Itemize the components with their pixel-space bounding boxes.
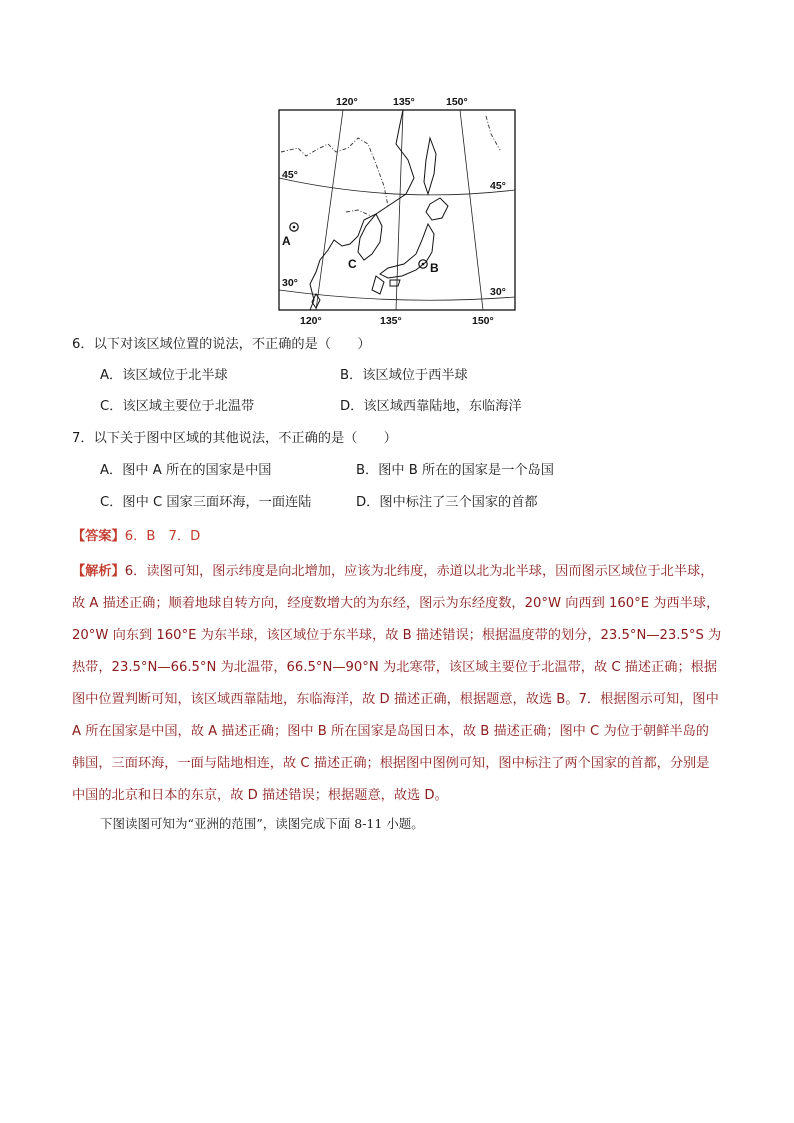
q7-option-a[interactable]: A．图中 A 所在的国家是中国	[100, 463, 272, 478]
answer-line	[72, 525, 200, 544]
answer-text: 6．B 7．D	[124, 529, 201, 544]
top-label-120: 120°	[336, 96, 358, 108]
q6-option-d[interactable]: D．该区域西靠陆地，东临海洋	[340, 399, 522, 414]
q6-option-b[interactable]: B．该区域位于西半球	[340, 368, 468, 383]
q7-option-d[interactable]: D．图中标注了三个国家的首都	[356, 495, 538, 510]
point-label-a: A	[282, 234, 291, 248]
capital-dot-b	[422, 263, 425, 266]
capital-dot-a	[293, 226, 296, 229]
q7-option-b[interactable]: B．图中 B 所在的国家是一个岛国	[356, 463, 554, 478]
bottom-label-120: 120°	[300, 315, 322, 326]
q6-option-a[interactable]: A．该区域位于北半球	[100, 368, 228, 383]
analysis-block	[72, 556, 722, 812]
east-asia-map	[276, 94, 518, 326]
analysis-tag: 【解析】	[72, 564, 125, 579]
point-label-c: C	[348, 257, 357, 271]
left-lat-30: 30°	[282, 277, 298, 289]
left-lat-45: 45°	[282, 169, 298, 181]
bottom-label-150: 150°	[472, 315, 494, 326]
right-lat-30: 30°	[490, 286, 506, 298]
q6-option-c[interactable]: C．该区域主要位于北温带	[100, 399, 255, 414]
analysis-text: 6．读图可知，图示纬度是向北增加，应该为北纬度，赤道以北为北半球，因而图示区域位于北半球，故 A 描述正确；顺着地球自转方向，经度数增大的为东经，图示为东经度数，20°W 向西到 160°E 为西半球，20°W 向东到 160°E 为东半球，该区域位于东半球，故 B 描述错误；根据温度带的划分，23.5°N—23.5°S 为热带，23.5°N—66.5°N 为北温带，66.5°N—90°N 为北寒带，该区域主要位于北温带，故 C 描述正确；根据图中位置判断可知，该区域西靠陆地，东临海洋，故 D 描述正确，根据题意，故选 B。7．根据图示可知，图中 A 所在国家是中国，故 A 描述正确；图中 B 所在国家是岛国日本，故 B 描述正确；图中 C 为位于朝鲜半岛的韩国，三面环海，一面与陆地相连，故 C 描述正确；根据图中图例可知，图中标注了两个国家的首都，分别是中国的北京和日本的东京，故 D 描述错误；根据题意，故选 D。	[72, 564, 722, 803]
bottom-label-135: 135°	[380, 315, 402, 326]
question-7-stem: 7．以下关于图中区域的其他说法，不正确的是（ ）	[72, 431, 397, 446]
answer-tag: 【答案】	[72, 529, 125, 544]
question-6-stem: 6．以下对该区域位置的说法，不正确的是（ ）	[72, 337, 371, 352]
right-lat-45: 45°	[490, 180, 506, 192]
map-svg	[276, 94, 518, 326]
next-section-intro: 下图读图可知为“亚洲的范围”，读图完成下面 8-11 小题。	[100, 816, 424, 831]
top-label-135: 135°	[393, 96, 415, 108]
point-label-b: B	[430, 261, 439, 275]
top-label-150: 150°	[446, 96, 468, 108]
q7-option-c[interactable]: C．图中 C 国家三面环海，一面连陆	[100, 495, 312, 510]
